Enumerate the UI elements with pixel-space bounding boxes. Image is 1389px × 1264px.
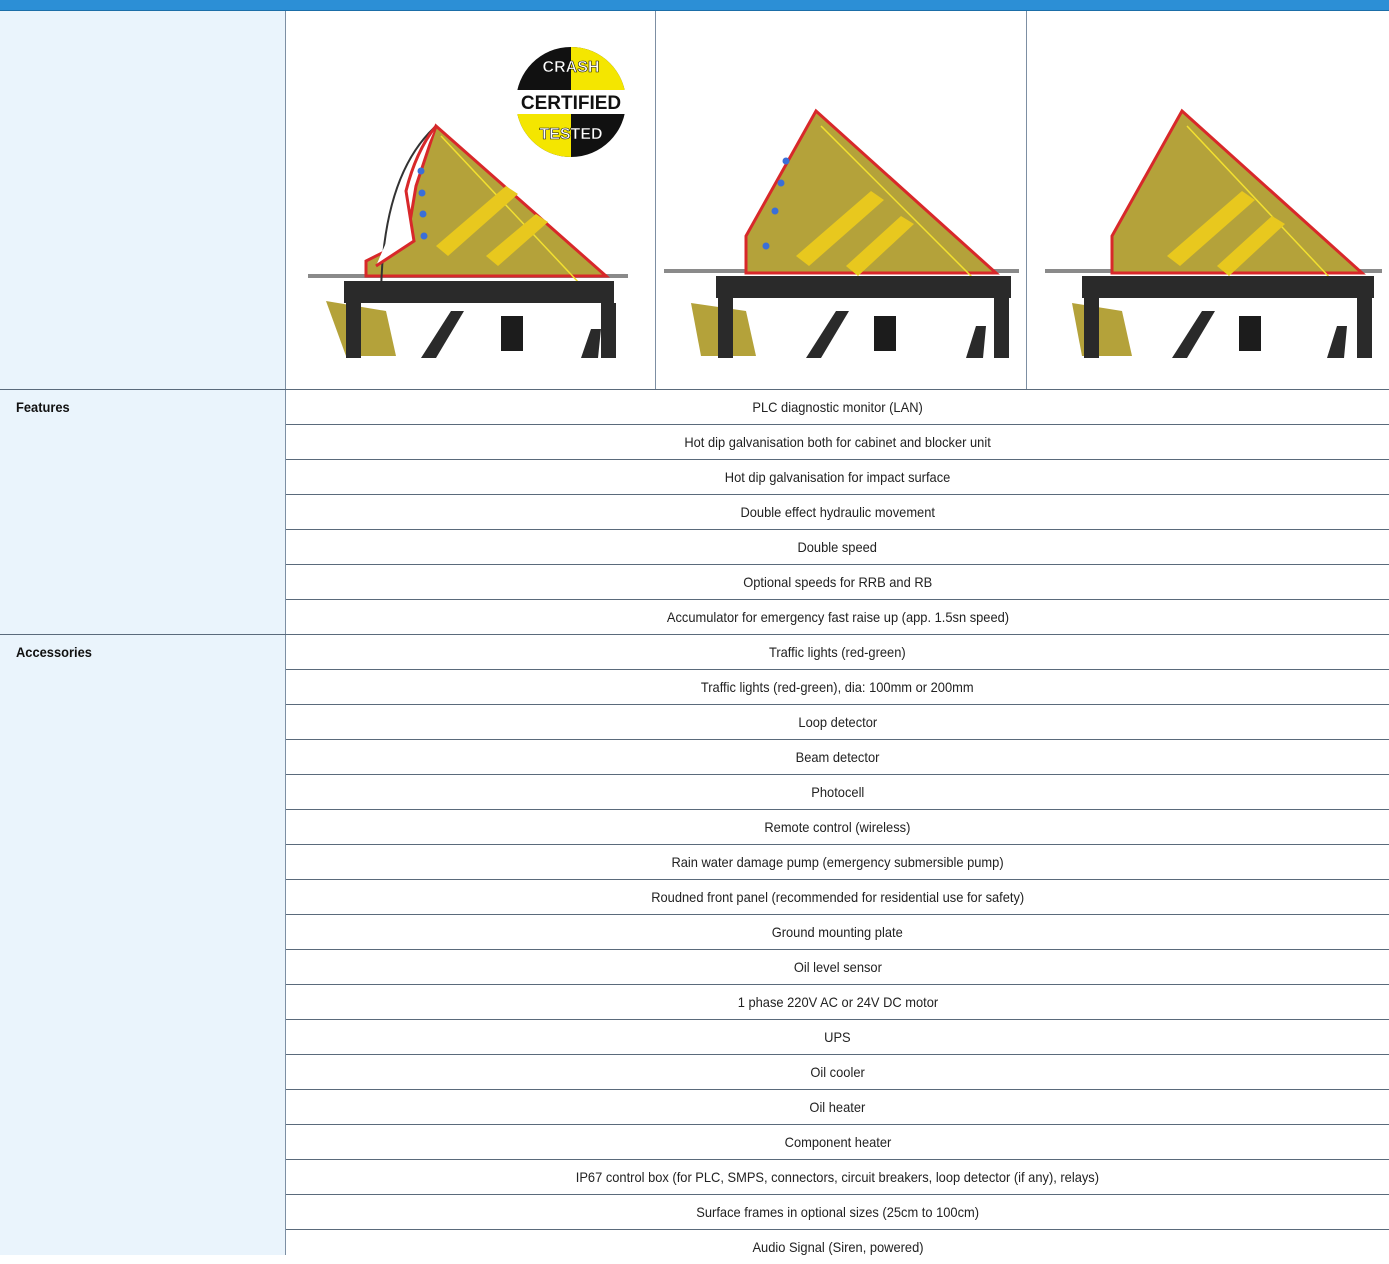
table-header-bar [0,0,1389,11]
accessory-text: Loop detector [798,714,877,730]
blocker-image-rounded [286,11,655,389]
accessory-row [286,809,1389,844]
accessory-text: Traffic lights (red-green), dia: 100mm or 200mm [701,679,974,695]
blocker-image-standard-2 [1027,11,1389,389]
accessories-section-divider [0,634,286,635]
accessory-text: Oil cooler [810,1064,865,1080]
accessory-text: Audio Signal (Siren, powered) [751,1239,924,1255]
accessory-row [286,634,1389,669]
features-section-divider [0,389,286,390]
accessory-text: Roudned front panel (recommended for residential use for safety) [650,889,1025,905]
accessory-text: Component heater [784,1134,891,1150]
badge-text-tested: TESTED [539,126,603,143]
feature-text: PLC diagnostic monitor (LAN) [752,399,923,415]
label-column [0,11,286,1255]
accessory-text: Oil level sensor [793,959,882,975]
accessory-text: 1 phase 220V AC or 24V DC motor [737,994,938,1010]
accessory-row [286,1194,1389,1229]
accessory-text: Rain water damage pump (emergency submersible pump) [671,854,1004,870]
feature-row [286,494,1389,529]
accessory-text: Oil heater [809,1099,866,1115]
accessory-row [286,1159,1389,1194]
accessory-row [286,739,1389,774]
accessory-text: Photocell [811,784,864,800]
accessory-row [286,669,1389,704]
accessories-label: Accessories [16,644,92,660]
accessory-text: Surface frames in optional sizes (25cm to 100cm) [696,1204,979,1220]
feature-row [286,599,1389,634]
feature-row [286,424,1389,459]
feature-row [286,459,1389,494]
accessory-row [286,1054,1389,1089]
accessory-row [286,1089,1389,1124]
badge-text-crash: CRASH [542,59,600,76]
crash-certified-badge [516,47,626,157]
accessory-row [286,949,1389,984]
accessory-text: IP67 control box (for PLC, SMPS, connectors, circuit breakers, loop detector (if any), relays) [575,1169,1100,1185]
accessory-row [286,984,1389,1019]
feature-row [286,389,1389,424]
accessory-row [286,1019,1389,1054]
feature-text: Hot dip galvanisation both for cabinet and blocker unit [684,434,991,450]
blocker-image-standard-1 [656,11,1026,389]
accessory-text: Beam detector [795,749,880,765]
feature-text: Optional speeds for RRB and RB [742,574,933,590]
accessory-row [286,879,1389,914]
accessory-text: Ground mounting plate [771,924,904,940]
badge-text-certified: CERTIFIED [520,93,622,114]
accessory-row [286,774,1389,809]
feature-text: Double effect hydraulic movement [740,504,935,520]
accessory-row [286,1229,1389,1264]
accessory-row [286,844,1389,879]
feature-text: Double speed [797,539,878,555]
feature-text: Accumulator for emergency fast raise up (app. 1.5sn speed) [666,609,1009,625]
features-label: Features [16,399,70,415]
feature-row [286,564,1389,599]
accessory-row [286,704,1389,739]
accessory-text: Traffic lights (red-green) [769,644,906,660]
feature-row [286,529,1389,564]
accessory-row [286,914,1389,949]
feature-text: Hot dip galvanisation for impact surface [724,469,951,485]
accessory-text: Remote control (wireless) [764,819,911,835]
accessory-text: UPS [824,1029,851,1045]
accessory-row [286,1124,1389,1159]
